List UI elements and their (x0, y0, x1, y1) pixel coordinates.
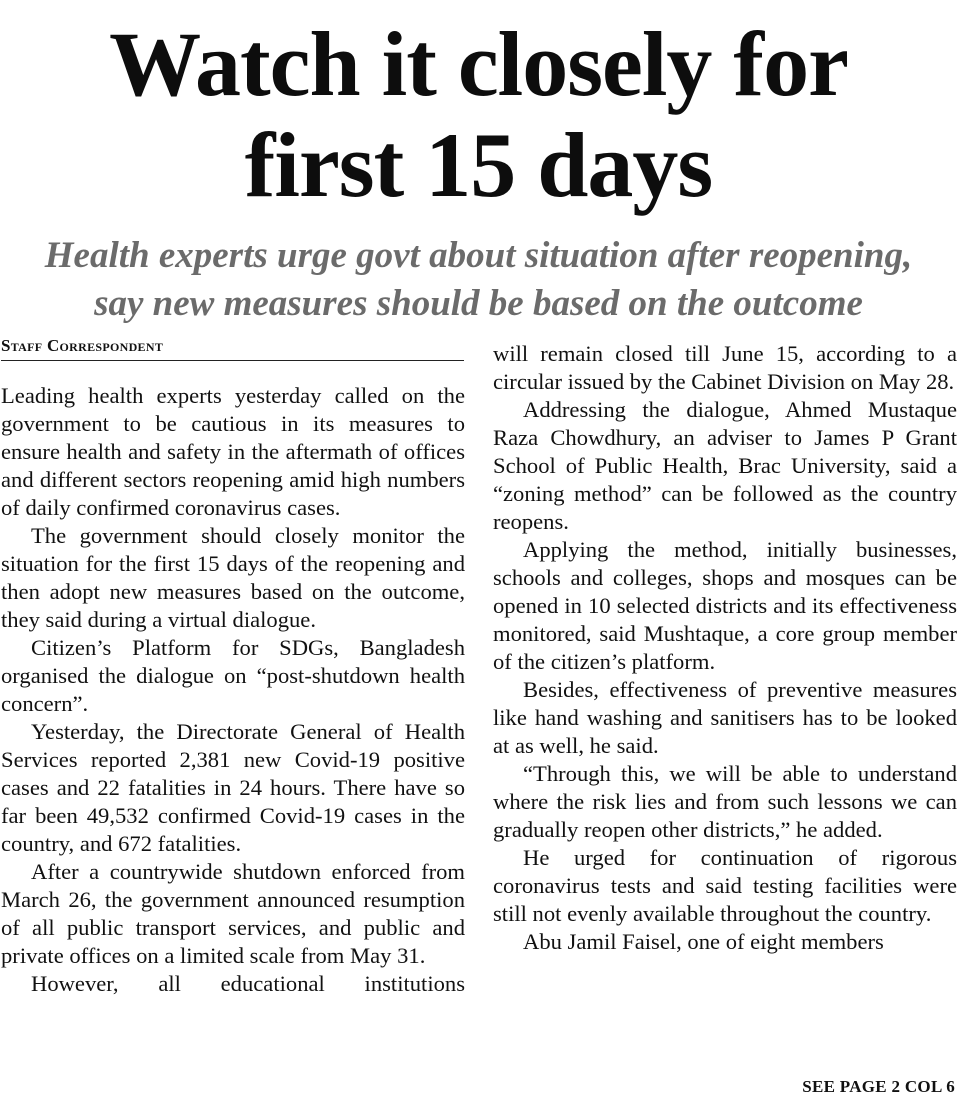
paragraph: Addressing the dialogue, Ahmed Mustaque Raza Chowdhury, an adviser to James P Grant School of Public Health, Brac University, said a “zoning method” can be followed as the country reopens. (493, 397, 957, 534)
article-column-right (493, 340, 957, 956)
headline-line-1: Watch it closely for (109, 13, 848, 115)
paragraph: “Through this, we will be able to understand where the risk lies and from such lessons we can gradually reopen other districts,” he added. (493, 761, 957, 842)
paragraph: Yesterday, the Directorate General of Health Services reported 2,381 new Covid-19 positive cases and 22 fatalities in 24 hours. There have so far been 49,532 confirmed Covid-19 cases in the country, and 672 fatalities. (1, 719, 465, 856)
article-column-left (1, 382, 465, 998)
paragraph: Besides, effectiveness of preventive measures like hand washing and sanitisers has to be looked at as well, he said. (493, 677, 957, 758)
headline-line-2: first 15 days (244, 114, 713, 216)
paragraph: After a countrywide shutdown enforced from March 26, the government announced resumption of all public transport services, and public and private offices on a limited scale from May 31. (1, 859, 465, 968)
paragraph: He urged for continuation of rigorous coronavirus tests and said testing facilities were still not evenly available throughout the country. (493, 845, 957, 926)
headline (0, 14, 957, 216)
subheadline (0, 232, 957, 328)
paragraph: Leading health experts yesterday called on the government to be cautious in its measures to ensure health and safety in the aftermath of offices and different sectors reopening amid high numbers of daily confirmed coronavirus cases. (1, 383, 465, 520)
paragraph: Applying the method, initially businesses, schools and colleges, shops and mosques can be opened in 10 selected districts and its effectiveness monitored, said Mushtaque, a core group member of the citizen’s platform. (493, 537, 957, 674)
paragraph: The government should closely monitor the situation for the first 15 days of the reopening and then adopt new measures based on the outcome, they said during a virtual dialogue. (1, 523, 465, 632)
continued-jump-line: SEE PAGE 2 COL 6 (802, 1077, 955, 1096)
byline: Staff Correspondent (1, 336, 464, 361)
subheadline-line-2: say new measures should be based on the outcome (94, 283, 863, 324)
paragraph: However, all educational institutions (31, 971, 465, 996)
paragraph: Abu Jamil Faisel, one of eight members (523, 929, 884, 954)
paragraph: Citizen’s Platform for SDGs, Bangladesh organised the dialogue on “post-shutdown health concern”. (1, 635, 465, 716)
subheadline-line-1: Health experts urge govt about situation after reopening, (44, 235, 913, 276)
paragraph: will remain closed till June 15, according to a circular issued by the Cabinet Division on May 28. (493, 341, 957, 394)
